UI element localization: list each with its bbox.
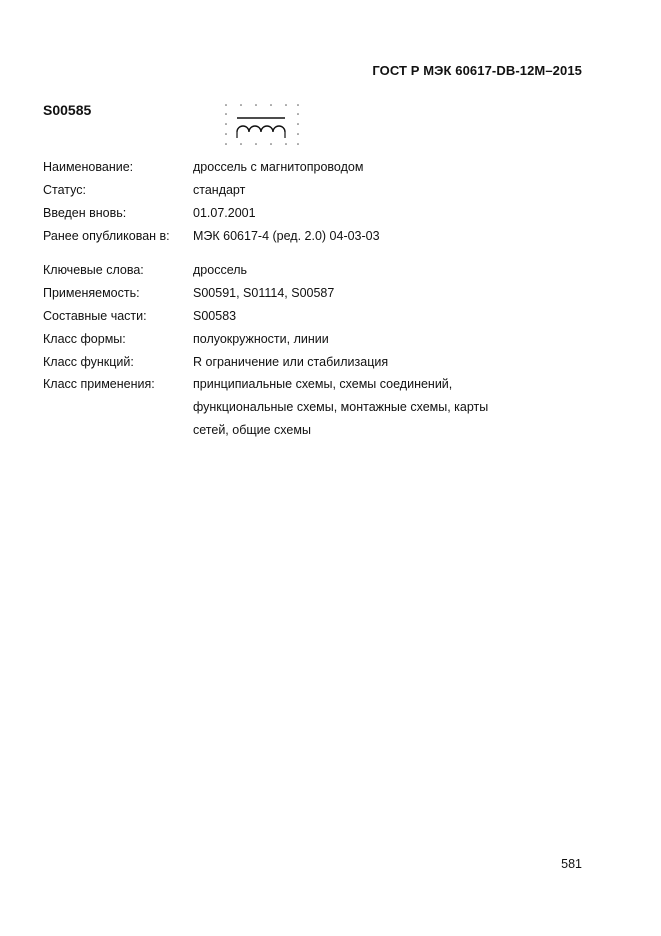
field-value: 01.07.2001 [193, 205, 256, 220]
field-value [193, 373, 523, 442]
field-function-class [43, 350, 523, 373]
field-value: S00591, S01114, S00587 [193, 285, 335, 300]
field-keywords [43, 258, 523, 281]
field-form-class [43, 327, 523, 350]
field-introduced [43, 201, 523, 224]
field-label: Класс формы: [43, 331, 126, 346]
field-label: Ключевые слова: [43, 262, 144, 277]
field-published [43, 224, 523, 247]
field-label: Класс функций: [43, 354, 134, 369]
symbol-fields [43, 155, 523, 442]
field-value: МЭК 60617-4 (ред. 2.0) 04-03-03 [193, 228, 380, 243]
field-label: Применяемость: [43, 285, 140, 300]
field-value: R ограничение или стабилизация [193, 354, 389, 369]
field-applicability [43, 281, 523, 304]
field-label: Введен вновь: [43, 205, 127, 220]
field-label: Класс применения: [43, 377, 155, 391]
field-components [43, 304, 523, 327]
field-name [43, 155, 523, 178]
field-label: Ранее опубликован в: [43, 228, 170, 243]
field-value: полуокружности, линии [193, 331, 329, 346]
document-header: ГОСТ Р МЭК 60617-DB-12М–2015 [372, 63, 582, 78]
symbol-id: S00585 [43, 102, 92, 118]
page-number: 581 [561, 857, 582, 871]
field-application-class [43, 373, 523, 442]
field-value-line: принципиальные схемы, схемы соединений, [193, 377, 453, 391]
field-value: S00583 [193, 308, 237, 323]
inductor-with-magnetic-core-icon [222, 102, 302, 152]
field-value-line: сетей, общие схемы [193, 423, 311, 437]
field-value: дроссель [193, 262, 248, 277]
field-status [43, 178, 523, 201]
field-value-line: функциональные схемы, монтажные схемы, карты [193, 400, 489, 414]
field-label: Наименование: [43, 159, 134, 174]
field-value: дроссель с магнитопроводом [193, 159, 364, 174]
field-label: Составные части: [43, 308, 147, 323]
field-label: Статус: [43, 182, 86, 197]
field-value: стандарт [193, 182, 246, 197]
